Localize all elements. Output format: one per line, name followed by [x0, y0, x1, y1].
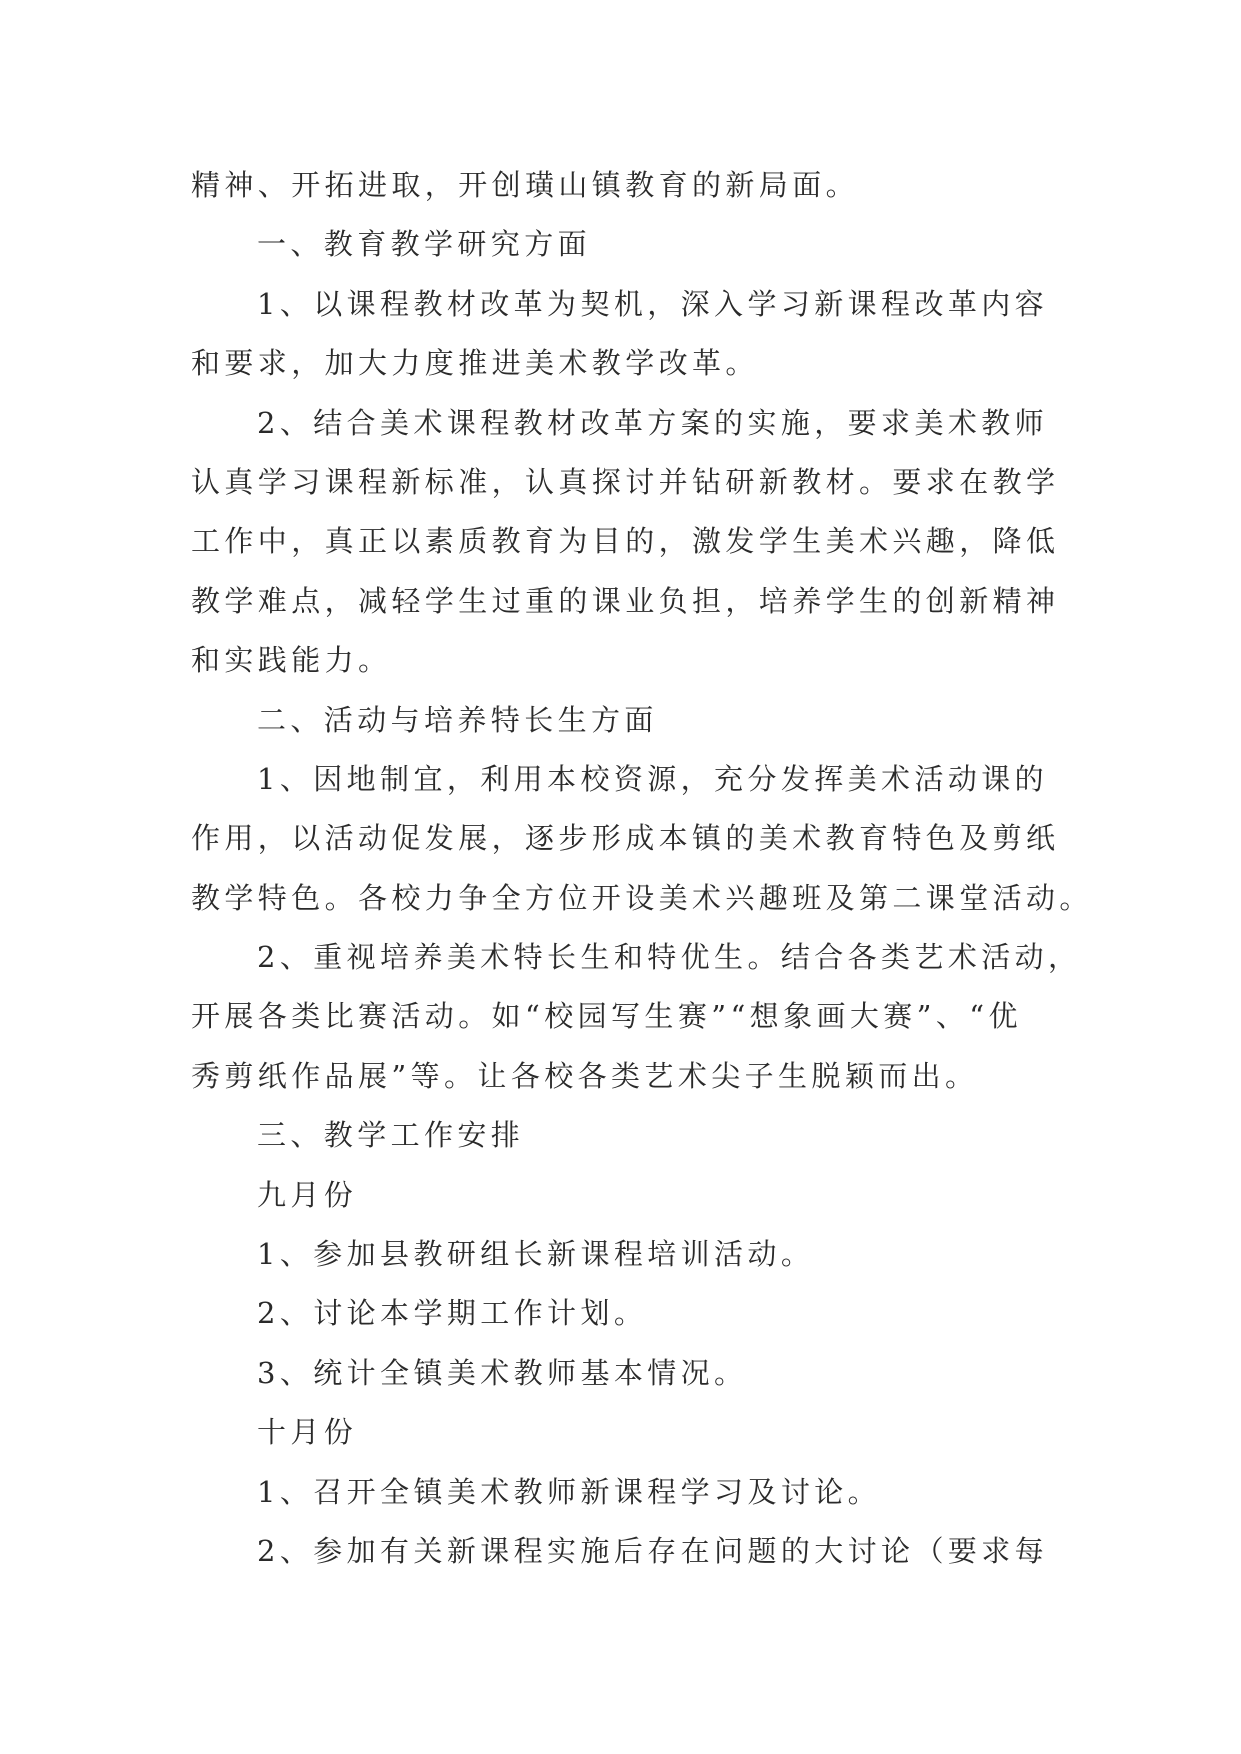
text-line: 2、讨论本学期工作计划。 [257, 1296, 648, 1331]
text-line: 2、参加有关新课程实施后存在问题的大讨论（要求每 [257, 1533, 1049, 1568]
document-body [191, 156, 1093, 1581]
text-line: 1、召开全镇美术教师新课程学习及讨论。 [257, 1474, 882, 1509]
text-line: 和实践能力。 [191, 643, 392, 678]
text-line: 精神、开拓进取，开创璜山镇教育的新局面。 [191, 168, 860, 202]
text-line: 三、教学工作安排 [257, 1118, 525, 1153]
text-line: 认真学习课程新标准，认真探讨并钻研新教材。要求在教学 [191, 464, 1060, 499]
text-line: 秀剪纸作品展”等。让各校各类艺术尖子生脱颖而出。 [191, 1058, 979, 1093]
text-line: 1、因地制宜，利用本校资源，充分发挥美术活动课的 [257, 761, 1049, 796]
text-line: 工作中，真正以素质教育为目的，激发学生美术兴趣，降低 [191, 524, 1060, 559]
text-line: 3、统计全镇美术教师基本情况。 [257, 1355, 748, 1390]
text-line: 十月份 [257, 1415, 358, 1450]
text-line: 作用，以活动促发展，逐步形成本镇的美术教育特色及剪纸 [191, 821, 1060, 856]
text-line: 1、以课程教材改革为契机，深入学习新课程改革内容 [257, 286, 1049, 321]
text-line: 教学难点，减轻学生过重的课业负担，培养学生的创新精神 [191, 583, 1060, 618]
text-line: 开展各类比赛活动。如“校园写生赛”“想象画大赛”、“优 [191, 999, 1022, 1034]
text-line: 教学特色。各校力争全方位开设美术兴趣班及第二课堂活动。 [191, 880, 1093, 915]
text-line: 二、活动与培养特长生方面 [257, 702, 658, 737]
text-line: 2、结合美术课程教材改革方案的实施，要求美术教师 [257, 405, 1049, 440]
text-line: 1、参加县教研组长新课程培训活动。 [257, 1237, 815, 1272]
text-line: 九月份 [257, 1177, 358, 1212]
text-line: 一、教育教学研究方面 [257, 227, 592, 262]
text-line: 和要求，加大力度推进美术教学改革。 [191, 346, 759, 381]
text-line: 2、重视培养美术特长生和特优生。结合各类艺术活动， [257, 940, 1082, 975]
